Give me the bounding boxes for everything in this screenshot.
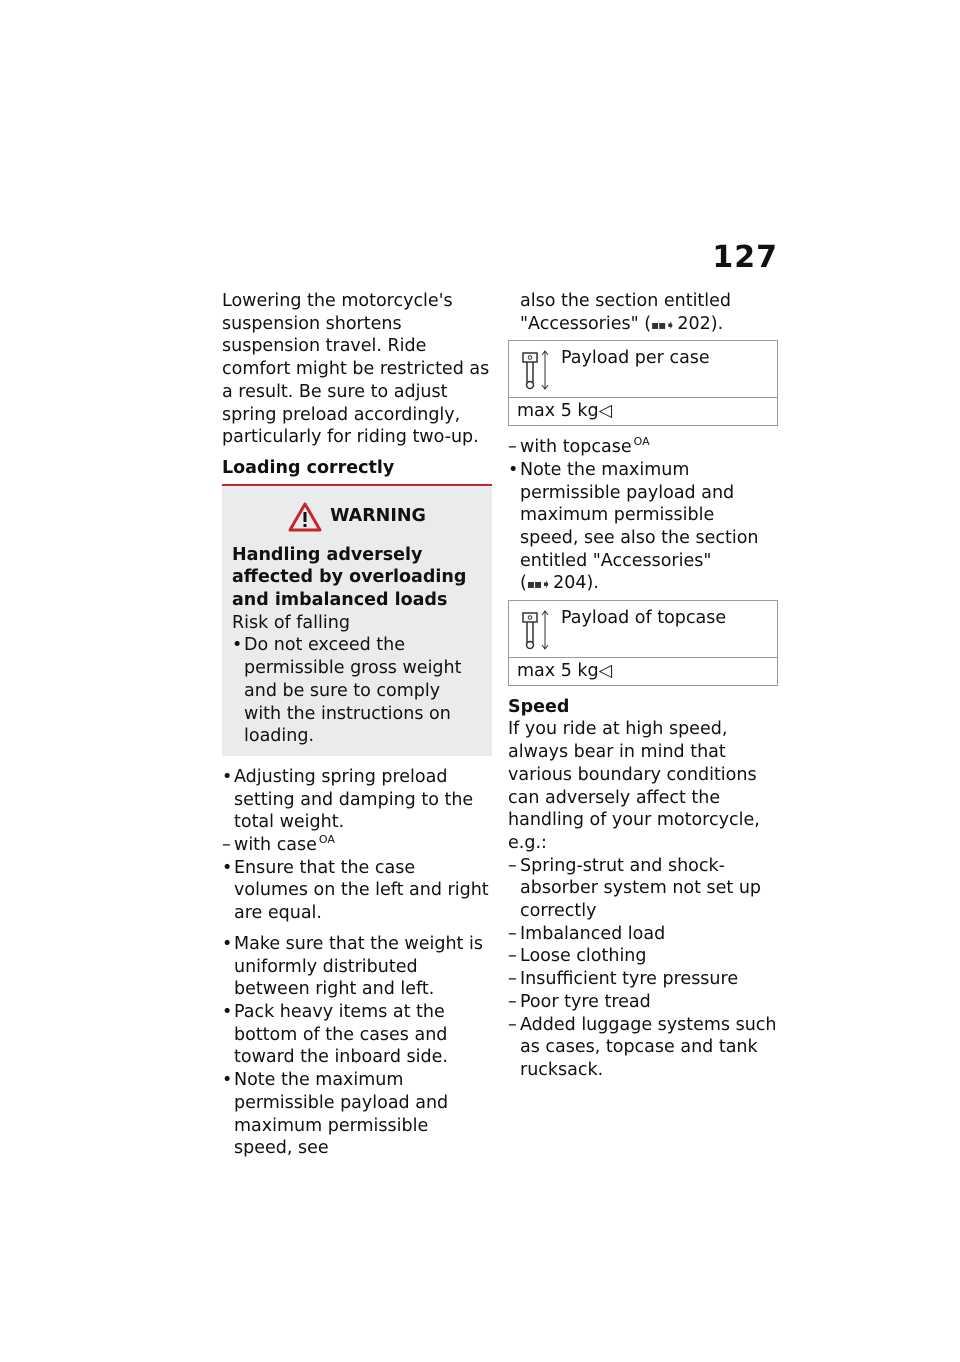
- spec-label: Payload of topcase: [561, 608, 727, 629]
- loading-heading: Loading correctly: [222, 457, 395, 478]
- page-reference-link[interactable]: 202).: [677, 313, 724, 334]
- bullet-marker: •: [508, 459, 519, 480]
- right-column: [508, 290, 778, 1082]
- conditions-list: [508, 855, 778, 1082]
- dash-marker: –: [508, 991, 517, 1012]
- weight-piston-icon: [519, 609, 551, 651]
- condition-item: – Insufficient tyre pressure: [508, 969, 739, 990]
- intro-paragraph: Lowering the motorcycle's suspension shortens suspension travel. Ride comfort might be restricted as a result. Be sure to adjust spring preload accordingly, particularly for riding two-up.: [222, 291, 490, 448]
- condition-item: – Imbalanced load: [508, 923, 666, 944]
- list-item: • Note the maximum permissible payload and maximum permissible speed, see also the section entitled "Accessories" (▪▪➧ 204).: [508, 459, 778, 596]
- page-reference-arrow-icon: ▪▪➧: [526, 577, 551, 592]
- bullet-marker: •: [222, 933, 233, 954]
- warning-bullet: • Do not exceed the permissible gross weight and be sure to comply with the instructions on loading.: [232, 635, 462, 747]
- with-topcase-condition: – with topcase $^{OA}$: [508, 435, 650, 458]
- warning-title: WARNING: [330, 506, 426, 527]
- page-reference-link[interactable]: 204).: [553, 573, 599, 594]
- list-item: • Note the maximum permissible payload and maximum permissible speed, see: [222, 1070, 449, 1159]
- spec-value: max 5 kg◁: [517, 401, 613, 422]
- see-section-continuation: also the section entitled "Accessories" (▪▪➧ 202).: [520, 291, 732, 334]
- oa-marker: OA: [633, 435, 650, 449]
- dash-marker: –: [508, 923, 517, 944]
- oa-marker: OA: [318, 833, 335, 847]
- left-column: [222, 290, 492, 1160]
- dash-marker: –: [508, 946, 517, 967]
- warning-triangle-icon: [288, 502, 322, 532]
- page-reference-arrow-icon: ▪▪➧: [651, 317, 675, 332]
- dash-marker: –: [508, 855, 517, 876]
- spec-value: max 5 kg◁: [517, 661, 613, 682]
- weight-piston-icon: [519, 349, 551, 391]
- dash-marker: –: [508, 969, 517, 990]
- condition-item: – Poor tyre tread: [508, 991, 651, 1012]
- list-item: • Pack heavy items at the bottom of the cases and toward the inboard side.: [222, 1001, 448, 1068]
- bullet-marker: •: [222, 1070, 233, 1091]
- dash-marker: –: [222, 835, 231, 856]
- spec-table-case: [508, 340, 778, 426]
- dash-marker: –: [508, 437, 517, 458]
- warning-headline: Handling adversely affected by overloading and imbalanced loads: [232, 544, 467, 611]
- dash-marker: –: [508, 1014, 517, 1035]
- bullet-marker: •: [232, 635, 243, 656]
- bullet-marker: •: [222, 857, 233, 878]
- speed-paragraph: If you ride at high speed, always bear in mind that various boundary conditions can adversely affect the handling of your motorcycle, e.g.:: [508, 719, 760, 853]
- list-item: • Adjusting spring preload setting and damping to the total weight.: [222, 766, 474, 833]
- condition-item: – Loose clothing: [508, 946, 647, 967]
- warning-risk: Risk of falling: [232, 612, 350, 633]
- list-item: • Ensure that the case volumes on the left and right are equal.: [222, 857, 489, 924]
- bullet-marker: •: [222, 766, 233, 787]
- condition-item: – Spring-strut and shock-absorber system not set up correctly: [508, 855, 762, 922]
- condition-item: – Added luggage systems such as cases, topcase and tank rucksack.: [508, 1014, 777, 1080]
- warning-box: [222, 486, 492, 756]
- warning-header: [232, 502, 482, 532]
- page-number: 127: [712, 240, 778, 275]
- with-case-condition: – with case $^{OA}$: [222, 833, 335, 856]
- spec-label: Payload per case: [561, 348, 710, 369]
- list-item: • Make sure that the weight is uniformly distributed between right and left.: [222, 933, 483, 1000]
- spec-table-topcase: [508, 600, 778, 686]
- speed-heading: Speed: [508, 696, 570, 717]
- bullet-marker: •: [222, 1001, 233, 1022]
